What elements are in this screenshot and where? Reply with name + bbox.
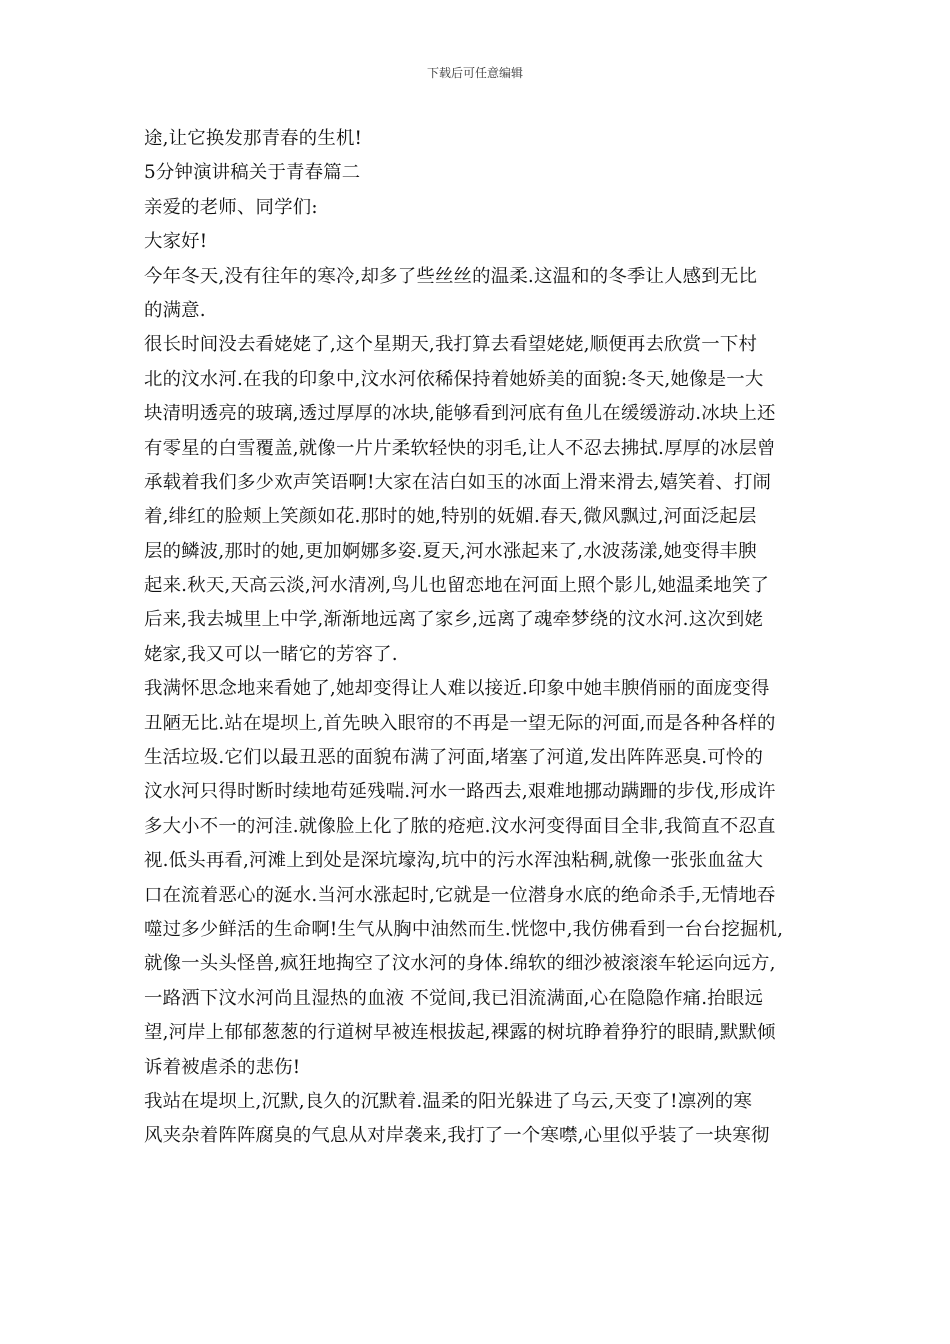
text-line: 途,让它换发那青春的生机! (144, 128, 363, 149)
text-line: 后来,我去城里上中学,渐渐地远离了家乡,远离了魂牵梦绕的汶水河.这次到姥 (144, 609, 764, 631)
text-line: 亲爱的老师、同学们: (144, 196, 318, 218)
text-line: 望,河岸上郁郁葱葱的行道树早被连根拔起,裸露的树坑睁着狰狞的眼睛,默默倾 (144, 1022, 776, 1044)
text-line: 我站在堤坝上,沉默,良久的沉默着.温柔的阳光躲进了乌云,天变了!凛冽的寒 (144, 1090, 753, 1112)
text-line: 的满意. (144, 299, 206, 321)
text-line: 一路洒下汶水河尚且湿热的血液 不觉间,我已泪流满面,心在隐隐作痛.抬眼远 (144, 987, 764, 1009)
text-line: 起来.秋天,天高云淡,河水清冽,鸟儿也留恋地在河面上照个影儿,她温柔地笑了 (144, 575, 770, 597)
text-line: 有零星的白雪覆盖,就像一片片柔软轻快的羽毛,让人不忍去拂拭.厚厚的冰层曾 (144, 437, 776, 459)
text-line: 北的汶水河.在我的印象中,汶水河依稀保持着她娇美的面貌:冬天,她像是一大 (144, 368, 764, 390)
text-line: 多大小不一的河洼.就像脸上化了脓的疮疤.汶水河变得面目全非,我简直不忍直 (144, 815, 776, 837)
text-line: 承载着我们多少欢声笑语啊!大家在洁白如玉的冰面上滑来滑去,嬉笑着、打闹 (144, 471, 772, 493)
text-line: 口在流着恶心的涎水.当河水涨起时,它就是一位潜身水底的绝命杀手,无情地吞 (144, 884, 776, 906)
text-line: 就像一头头怪兽,疯狂地掏空了汶水河的身体.绵软的细沙被滚滚车轮运向远方, (144, 953, 776, 975)
text-line: 今年冬天,没有往年的寒冷,却多了些丝丝的温柔.这温和的冬季让人感到无比 (144, 265, 758, 287)
text-line: 很长时间没去看姥姥了,这个星期天,我打算去看望姥姥,顺便再去欣赏一下村 (144, 334, 758, 356)
text-line: 我满怀思念地来看她了,她却变得让人难以接近.印象中她丰腴俏丽的面庞变得 (144, 678, 770, 700)
text-line: 风夹杂着阵阵腐臭的气息从对岸袭来,我打了一个寒噤,心里似乎装了一块寒彻 (144, 1125, 770, 1147)
document-body (144, 122, 812, 1154)
text-line: 汶水河只得时断时续地苟延残喘.河水一路西去,艰难地挪动蹒跚的步伐,形成许 (144, 781, 776, 803)
text-line: 大家好! (144, 231, 208, 253)
text-line: 层的鳞波,那时的她,更加婀娜多姿.夏天,河水涨起来了,水波荡漾,她变得丰腴 (144, 540, 757, 562)
text-line: 诉着被虐杀的悲伤! (144, 1056, 301, 1078)
page-header: 下载后可任意编辑 (426, 66, 523, 80)
text-line: 姥家,我又可以一睹它的芳容了. (144, 643, 398, 665)
text-line: 着,绯红的脸颊上笑颜如花.那时的她,特别的妩媚.春天,微风飘过,河面泛起层 (144, 506, 757, 528)
text-line: 块清明透亮的玻璃,透过厚厚的冰块,能够看到河底有鱼儿在缓缓游动.冰块上还 (144, 403, 776, 425)
text-line: 噬过多少鲜活的生命啊!生气从胸中油然而生.恍惚中,我仿佛看到一台台挖掘机, (144, 918, 784, 940)
text-line: 视.低头再看,河滩上到处是深坑壕沟,坑中的污水浑浊粘稠,就像一张张血盆大 (144, 850, 764, 872)
text-line: 生活垃圾.它们以最丑恶的面貌布满了河面,堵塞了河道,发出阵阵恶臭.可怜的 (144, 747, 764, 769)
text-line: 丑陋无比.站在堤坝上,首先映入眼帘的不再是一望无际的河面,而是各种各样的 (144, 712, 776, 734)
text-line: 5分钟演讲稿关于青春篇二 (144, 162, 361, 184)
